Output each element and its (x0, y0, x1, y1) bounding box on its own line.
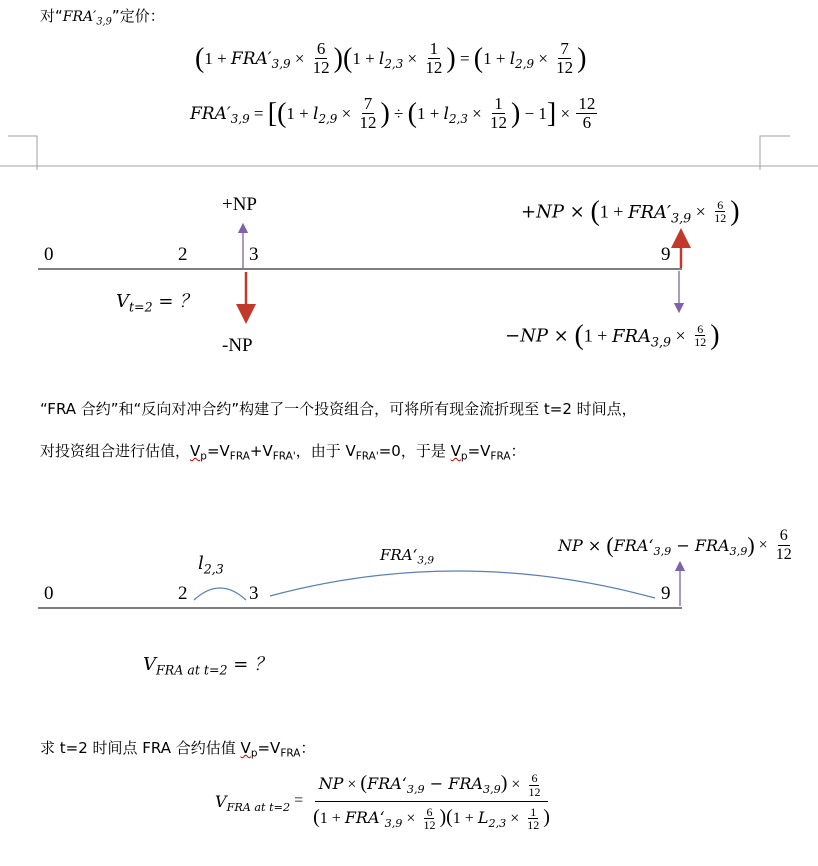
intro-prefix: 对“ (40, 7, 63, 25)
paragraph-line-2: 对投资组合进行估值，$V_p=V_{FRA}+V_{FRA'}$，由于 $V_{FRA'}=0$，于是 $V_p=V_{FRA}$： (40, 442, 526, 463)
sub-fra-2: FRA' (272, 450, 296, 463)
closing-text: 求 t=2 时间点 FRA 合约估值 (40, 739, 241, 757)
page-corner-left (8, 136, 37, 170)
tick2-3: 3 (249, 583, 259, 604)
equation-1: ($1 + FRA'_{3,9}$ × $\frac{6}{12}$ )($1 + l_{2,3}$ × $\frac{1}{12}$ ) = ($1 + l_{2,9}$ × $\frac{7}{12}$ ) (195, 39, 587, 77)
payoff-2-prefix: NP × (558, 536, 607, 556)
v-tail: = ？ (152, 291, 198, 312)
equation-2: $FRA'_{3,9} = [(1 + l_{2,9}$ × $\frac{7}{12}$ ) ÷ ($1 + l_{2,3}$ × $\frac{1}{12}$ ) − 1] × $\frac{12}{6}$ (190, 94, 596, 132)
label-vfra-t2 (143, 650, 272, 676)
tick2-2: 2 (178, 583, 188, 604)
page-corner-right (760, 136, 790, 170)
label-l23 (198, 553, 224, 577)
sub-fra-3: FRA' (355, 450, 379, 463)
intro-fra-symbol: $FRA'_{3,9}$ (62, 9, 112, 28)
tick-3: 3 (249, 244, 259, 265)
final-formula: $V_{FRA at t=2}$ = NP × $(FRA‘_{3,9} - FRA_{3,9})$ × $\frac{6}{12}$ ($1 + FRA‘_{3,9}$ × $\frac{6}{12}$ )($1 + L_{2,3}$ × $\frac{1}{12}$ ) (215, 770, 550, 833)
arc-fra39 (270, 571, 655, 598)
fra-symbol: FRA‘ (380, 546, 418, 564)
payoff-plus-prefix: +NP × (521, 201, 591, 223)
label-v-t2 (116, 287, 197, 313)
sub-p-2: p (460, 450, 468, 463)
paragraph-line-2-c: =0，于是 (378, 442, 446, 460)
paragraph-line-2-b: ，由于 V (295, 442, 356, 460)
sub-p: p (200, 450, 207, 463)
l-subscript: 2,3 (203, 561, 224, 577)
label-plus-np: +NP (222, 194, 258, 215)
payoff-plus: $+NP \times (1 + FRA'_{3,9}$ × $\frac{6}{12}$ ) (521, 196, 740, 227)
paragraph-line-1: “FRA 合约”和“反向对冲合约”构建了一个投资组合，可将所有现金流折现至 t=2 时间点， (40, 400, 637, 418)
sub-fra-4: FRA (490, 450, 511, 463)
intro-suffix: ”定价： (111, 7, 165, 25)
fra-subscript: 3,9 (417, 554, 435, 567)
payoff-2: NP × $(FRA‘_{3,9} - FRA_{3,9})$ × $\frac{6}{12}$ (558, 527, 792, 563)
payoff-minus-prefix: −NP × (505, 325, 575, 347)
sub-fra-1: FRA (229, 450, 250, 463)
arc-l23 (194, 588, 246, 600)
vfra-subscript: FRA at t=2 (156, 662, 228, 678)
closing-sub-p: p (250, 747, 258, 760)
tick2-0: 0 (44, 583, 54, 604)
label-fra-39 (380, 546, 435, 567)
v-subscript: t=2 (129, 299, 153, 315)
payoff-minus: $-NP \times (1 + FRA_{3,9}$ × $\frac{6}{12}$ ) (505, 320, 720, 351)
tick2-9: 9 (661, 583, 671, 604)
vfra-symbol: V (143, 654, 156, 675)
paragraph-line-2-a: 对投资组合进行估值， (40, 442, 191, 460)
vfra-tail: = ？ (227, 654, 273, 675)
l-symbol: l (198, 553, 204, 574)
tick-0: 0 (44, 244, 54, 265)
v-symbol: V (116, 291, 129, 312)
closing-sub-fra: FRA (280, 747, 301, 760)
tick-9: 9 (661, 244, 671, 265)
label-minus-np: -NP (222, 335, 253, 356)
closing-line: 求 t=2 时间点 FRA 合约估值 $V_p=V_{FRA}$： (40, 739, 316, 760)
tick-2: 2 (178, 244, 188, 265)
